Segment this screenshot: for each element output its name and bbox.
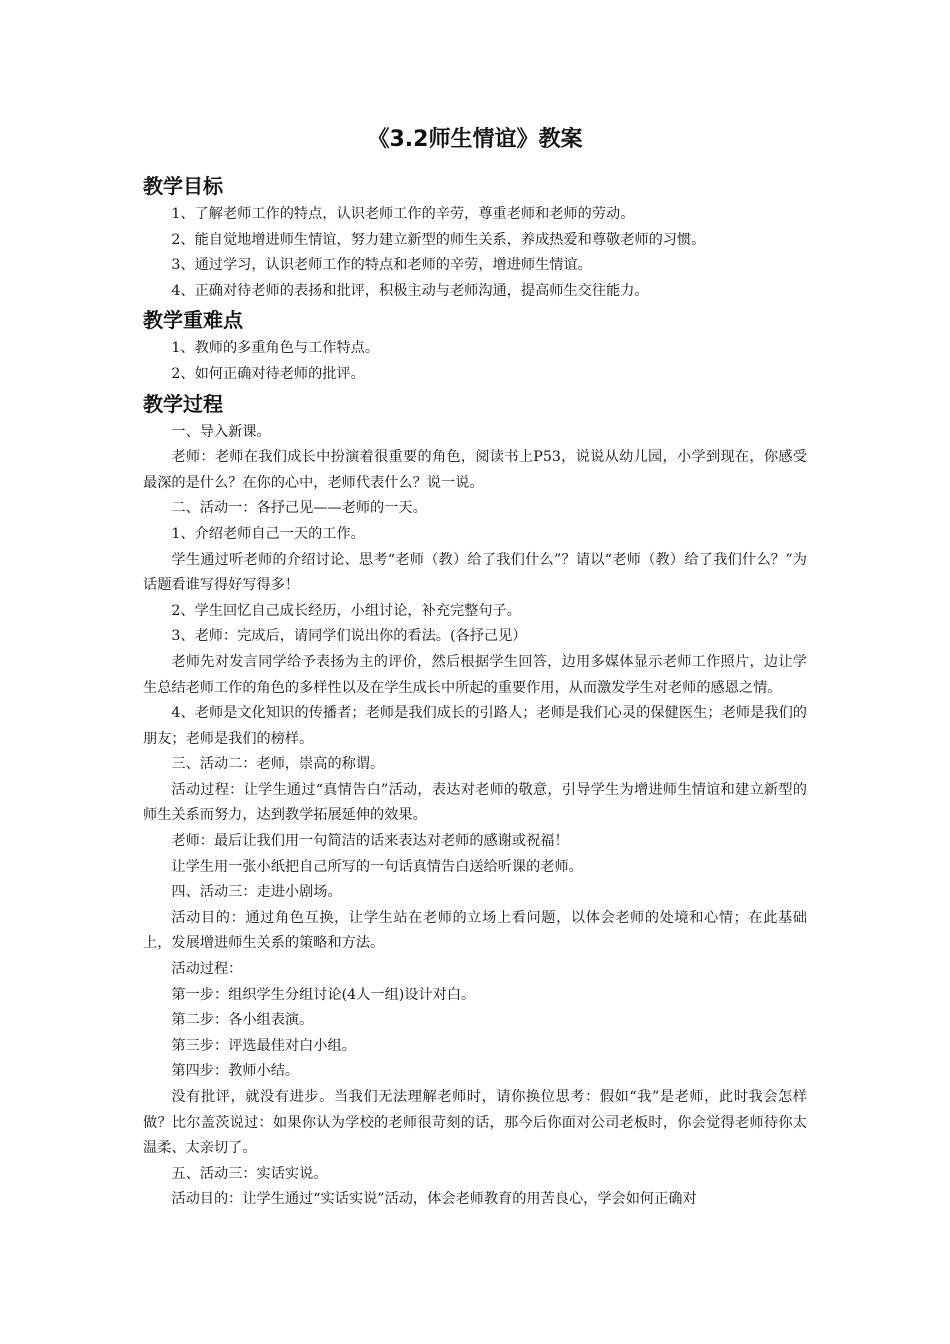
paragraph: 第二步：各小组表演。 (171, 1012, 314, 1029)
paragraph: 活动目的：让学生通过“实话实说”活动，体会老师教育的用苦良心，学会如何正确对 (171, 1191, 697, 1208)
section-key-points (143, 304, 807, 387)
document-title: 《3.2师生情谊》教案 (367, 127, 583, 152)
paragraph: 二、活动一：各抒己见——老师的一天。 (171, 500, 427, 517)
paragraph: 学生通过听老师的介绍讨论、思考“老师（教）给了我们什么”？请以“老师（教）给了我们什么？”为话题看谁写得好写得多！ (143, 551, 807, 594)
paragraph: 第一步：组织学生分组讨论(4人一组)设计对白。 (171, 986, 476, 1003)
paragraph: 4、老师是文化知识的传播者；老师是我们成长的引路人；老师是我们心灵的保健医生；老师是我们的朋友；老师是我们的榜样。 (143, 705, 807, 747)
paragraph: 活动目的：通过角色互换，让学生站在老师的立场上看问题，以体会老师的处境和心情；在此基础上，发展增进师生关系的策略和方法。 (143, 909, 807, 952)
section-heading: 教学目标 (143, 174, 223, 198)
paragraph: 4、正确对待老师的表扬和批评，积极主动与老师沟通，提高师生交往能力。 (171, 282, 649, 299)
paragraph: 没有批评，就没有进步。当我们无法理解老师时，请你换位思考：假如“我”是老师，此时我会怎样做？比尔盖茨说过：如果你认为学校的老师很苛刻的话，那今后你面对公司老板时，你会觉得老师待你太温柔、太亲切了。 (143, 1089, 807, 1157)
paragraph: 1、介绍老师自己一天的工作。 (171, 525, 365, 542)
paragraph: 活动过程：让学生通过“真情告白”活动，表达对老师的敬意，引导学生为增进师生情谊和建立新型的师生关系而努力，达到教学拓展延伸的效果。 (143, 781, 807, 824)
section-heading: 教学重难点 (143, 308, 243, 333)
paragraph: 3、通过学习，认识老师工作的特点和老师的辛劳，增进师生情谊。 (171, 257, 592, 274)
paragraph: 三、活动二：老师，崇高的称谓。 (171, 756, 385, 773)
paragraph: 老师：老师在我们成长中扮演着很重要的角色，阅读书上P53，说说从幼儿园，小学到现在，你感受最深的是什么？在你的心中，老师代表什么？说一说。 (143, 449, 807, 491)
paragraph: 2、如何正确对待老师的批评。 (171, 365, 365, 382)
paragraph: 一、导入新课。 (171, 423, 271, 440)
paragraph: 1、了解老师工作的特点，认识老师工作的辛劳，尊重老师和老师的劳动。 (171, 206, 635, 222)
paragraph: 2、能自觉地增进师生情谊，努力建立新型的师生关系，养成热爱和尊敬老师的习惯。 (171, 231, 706, 248)
paragraph: 活动过程： (171, 961, 243, 978)
paragraph: 五、活动三：实话实说。 (171, 1165, 328, 1182)
paragraph: 四、活动三：走进小剧场。 (171, 884, 342, 901)
paragraph: 第四步：教师小结。 (171, 1063, 300, 1080)
paragraph: 2、学生回忆自己成长经历，小组讨论，补充完整句子。 (171, 602, 521, 619)
paragraph: 第三步：评选最佳对白小组。 (171, 1037, 356, 1054)
paragraph: 让学生用一张小纸把自己所写的一句话真情告白送给听课的老师。 (171, 858, 583, 875)
paragraph: 1、教师的多重角色与工作特点。 (171, 340, 380, 357)
section-heading: 教学过程 (143, 391, 223, 416)
paragraph: 老师：最后让我们用一句简洁的话来表达对老师的感谢或祝福！ (171, 833, 569, 850)
section-objectives (143, 170, 807, 304)
paragraph: 3、老师：完成后，请同学们说出你的看法。(各抒己见） (171, 628, 527, 645)
paragraph: 老师先对发言同学给予表扬为主的评价，然后根据学生回答，边用多媒体显示老师工作照片，边让学生总结老师工作的角色的多样性以及在学生成长中所起的重要作用，从而激发学生对老师的感恩之情。 (143, 653, 807, 696)
section-process (143, 388, 807, 1213)
